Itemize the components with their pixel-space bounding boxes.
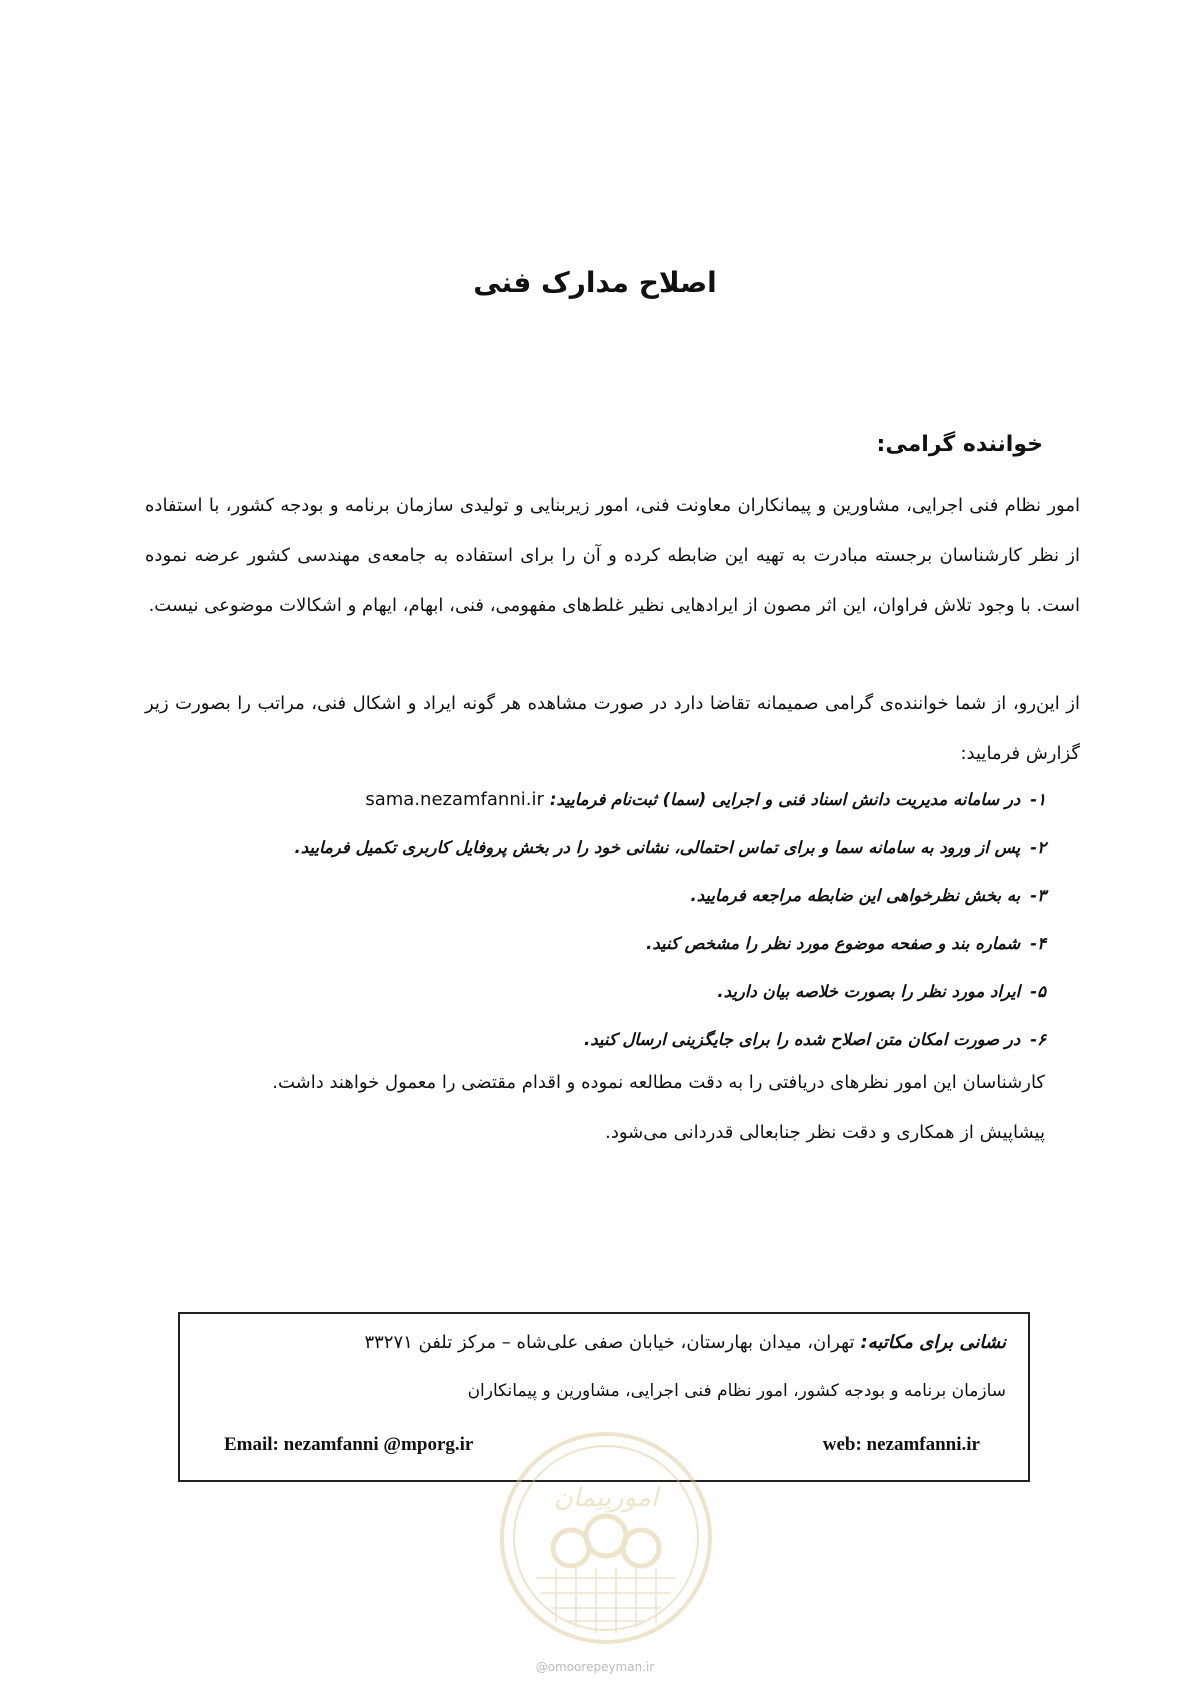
step-item [146,968,1046,1016]
seal-text: امورپیمان [553,1483,659,1513]
step-number: ۶- [1030,1030,1046,1049]
closing-line-1: کارشناسان این امور نظرهای دریافتی را به دقت مطالعه نموده و اقدام مقتضی را معمول خواهند داشت. [272,1072,1045,1093]
website-link[interactable]: web: nezamfanni.ir [822,1434,980,1455]
request-paragraph: از این‌رو، از شما خواننده‌ی گرامی صمیمانه تقاضا دارد در صورت مشاهده هر گونه ایراد و اشکال فنی، مراتب را بصورت زیر گزارش فرمایید: [145,693,1080,764]
step-item [146,1016,1046,1064]
report-steps-list [146,776,1046,1064]
address-line-1 [364,1332,1006,1353]
step-text: پس از ورود به سامانه سما و برای تماس احتمالی، نشانی خود را در بخش پروفایل کاربری تکمیل فرمایید. [294,838,1021,857]
step-item [146,920,1046,968]
step-text: شماره بند و صفحه موضوع مورد نظر را مشخص کنید. [646,934,1021,953]
step-number: ۴- [1030,934,1046,953]
step-text: ایراد مورد نظر را بصورت خلاصه بیان دارید. [717,982,1021,1001]
email-link[interactable]: Email: nezamfanni @mporg.ir [224,1434,474,1455]
step-text: به بخش نظرخواهی این ضابطه مراجعه فرمایید. [690,886,1021,905]
closing-text [272,1058,1045,1158]
step-text: در صورت امکان متن اصلاح شده را برای جایگزینی ارسال کنید. [583,1030,1021,1049]
closing-line-2: پیشاپیش از همکاری و دقت نظر جنابعالی قدردانی می‌شود. [605,1122,1045,1143]
step-item [146,776,1046,824]
step-number: ۵- [1030,982,1046,1001]
step-item [146,872,1046,920]
step-item [146,824,1046,872]
step-number: ۱- [1030,790,1046,809]
step-text: در سامانه مدیریت دانش اسناد فنی و اجرایی (سما) ثبت‌نام فرمایید: [549,790,1021,809]
step-number: ۲- [1030,838,1046,857]
address-label: نشانی برای مکاتبه: [860,1332,1006,1353]
address-line-2: سازمان برنامه و بودجه کشور، امور نظام فنی اجرایی، مشاورین و پیمانکاران [467,1381,1006,1401]
salutation: خواننده گرامی: [876,432,1043,457]
watermark-site: @omoorepeyman.ir [535,1660,655,1674]
address-street: تهران، میدان بهارستان، خیابان صفی علی‌شاه – مرکز تلفن ۳۳۲۷۱ [364,1332,855,1353]
page-title: اصلاح مدارک فنی [473,266,717,299]
intro-paragraph: امور نظام فنی اجرایی، مشاورین و پیمانکاران معاونت فنی، امور زیربنایی و تولیدی سازمان برنامه و بودجه کشور، با استفاده از نظر کارشناسان برجسته مبادرت به تهیه این ضابطه کرده و آن را برای استفاده به جامعه‌ی مهندسی کشور عرضه نموده است. با وجود تلاش فراوان، این اثر مصون از ایرادهایی نظیر غلط‌های مفهومی، فنی، ابهام، ایهام و اشکالات موضوعی نیست. [145,495,1080,616]
sama-website-link[interactable]: sama.nezamfanni.ir [365,789,544,810]
watermark-seal-icon [496,1428,716,1648]
step-number: ۳- [1030,886,1046,905]
